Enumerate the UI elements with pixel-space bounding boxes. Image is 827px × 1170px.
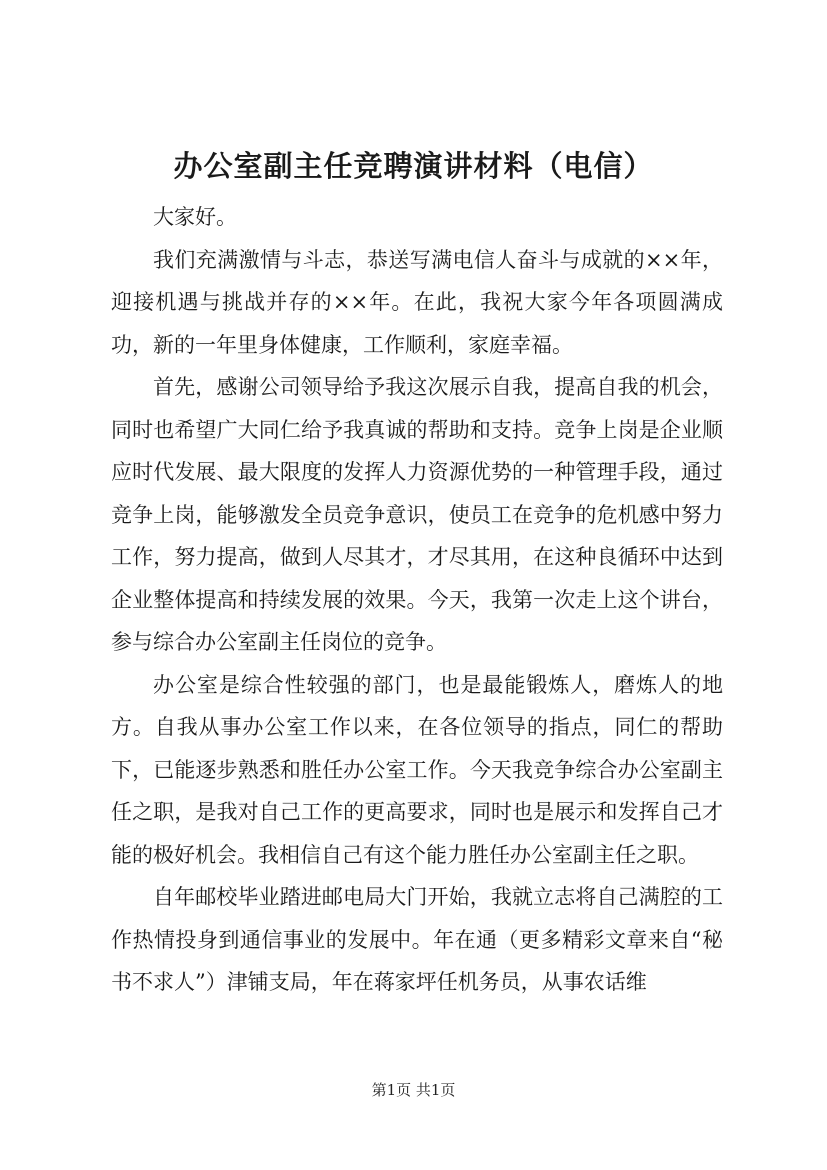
document-title: 办公室副主任竞聘演讲材料（电信） (173, 149, 654, 183)
paragraph-new-year: 我们充满激情与斗志，恭送写满电信人奋斗与成就的××年，迎接机遇与挑战并存的××年。在此，我祝大家今年各项圆满成功，新的一年里身体健康，工作顺利，家庭幸福。 (111, 247, 723, 357)
paragraph-career: 自年邮校毕业踏进邮电局大门开始，我就立志将自己满腔的工作热情投身到通信事业的发展中。年在通（更多精彩文章来自“秘书不求人”）津铺支局，年在蒋家坪任机务员，从事农话维 (111, 885, 723, 994)
paragraph-greeting: 大家好。 (153, 205, 237, 229)
paragraph-office: 办公室是综合性较强的部门，也是最能锻炼人，磨炼人的地方。自我从事办公室工作以来，在各位领导的指点，同仁的帮助下，已能逐步熟悉和胜任办公室工作。今天我竞争综合办公室副主任之职，是我对自己工作的更高要求，同时也是展示和发挥自己才能的极好机会。我相信自己有这个能力胜任办公室副主任之职。 (111, 672, 723, 867)
page-footer: 第1页 共1页 (371, 1081, 456, 1099)
paragraph-thanks: 首先，感谢公司领导给予我这次展示自我，提高自我的机会，同时也希望广大同仁给予我真诚的帮助和支持。竞争上岗是企业顺应时代发展、最大限度的发挥人力资源优势的一种管理手段，通过竞争上岗，能够激发全员竞争意识，使员工在竞争的危机感中努力工作，努力提高，做到人尽其才，才尽其用，在这种良循环中达到企业整体提高和持续发展的效果。今天，我第一次走上这个讲台，参与综合办公室副主任岗位的竞争。 (111, 375, 723, 654)
document-body (111, 196, 723, 1004)
